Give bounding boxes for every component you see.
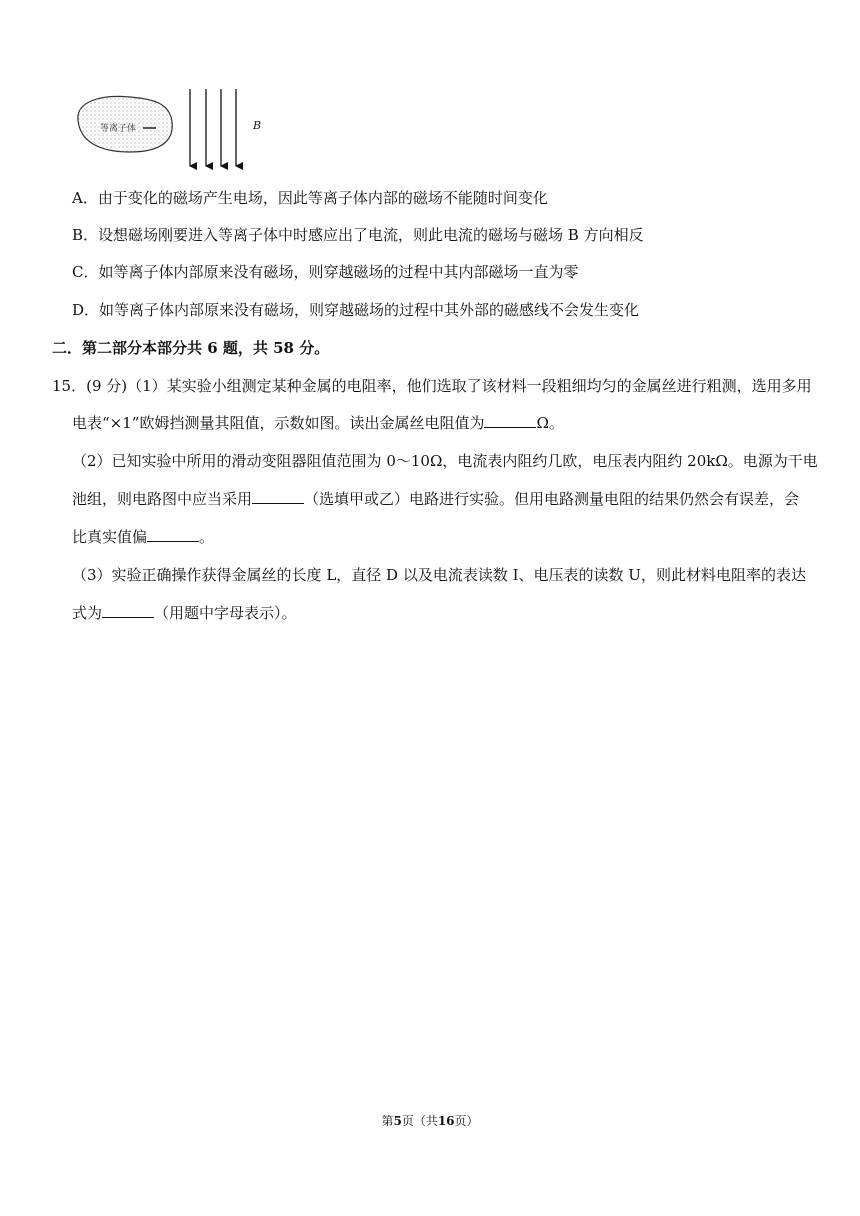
footer-suffix: 页） [454,1114,479,1128]
option-c [72,262,579,282]
unit-text: Ω。 [536,414,564,432]
section-heading: 二．第二部分本部分共 6 题，共 58 分。 [52,339,330,357]
part-1-text: （1）某实验小组测定某种金属的电阻率，他们选取了该材料一段粗细均匀的金属丝进行粗测，选用多用 [127,377,812,395]
option-text: 设想磁场刚要进入等离子体中时感应出了电流，则此电流的磁场与磁场 B 方向相反 [98,226,644,244]
answer-blank-error [147,527,199,542]
period: 。 [199,528,215,546]
option-letter: B． [72,226,99,244]
option-a [72,188,548,208]
option-text: 由于变化的磁场产生电场，因此等离子体内部的磁场不能随时间变化 [97,189,548,207]
question-15-line-4 [72,489,799,509]
footer-middle: 页（共 [401,1114,438,1128]
question-15-line-7 [72,603,297,623]
option-text: 如等离子体内部原来没有磁场，则穿越磁场的过程中其外部的磁感线不会发生变化 [99,301,640,319]
part-2-text-cont3: 比真实值偏 [72,528,148,546]
plasma-magnetic-field-figure [70,82,280,172]
question-15-line-5 [72,527,214,547]
question-15-line-6 [72,565,806,585]
footer-total-pages: 16 [437,1114,455,1128]
option-letter: A． [72,189,98,207]
option-letter: C． [72,263,99,281]
footer-prefix: 第 [381,1114,394,1128]
option-d [72,300,639,320]
part-3-text: （3）实验正确操作获得金属丝的长度 L，直径 D 以及电流表读数 I、电压表的读数 U，则此材料电阻率的表达 [72,566,806,584]
answer-blank-resistance [484,413,536,428]
question-number: 15． [52,377,87,395]
part-2-text-cont: 池组，则电路图中应当采用 [72,490,253,508]
answer-blank-circuit [252,489,304,504]
field-label: B [253,119,262,132]
question-15-line-1 [52,376,812,396]
answer-blank-expression [102,603,154,618]
question-15-line-3 [72,451,818,471]
plasma-label: 等离子体 [100,124,137,134]
option-text: 如等离子体内部原来没有磁场，则穿越磁场的过程中其内部磁场一直为零 [98,263,579,281]
question-points: (9 分) [86,377,128,395]
footer-page-number: 5 [393,1114,402,1128]
part-2-text-cont2: （选填甲或乙）电路进行实验。但用电路测量电阻的结果仍然会有误差，会 [304,490,800,508]
option-b [72,225,644,245]
part-3-text-cont: 式为 [72,604,103,622]
page-footer [0,1112,860,1129]
question-15-line-2 [72,413,564,433]
part-1-text-cont: 电表“×1”欧姆挡测量其阻值，示数如图。读出金属丝电阻值为 [72,414,485,432]
part-3-text-cont2: （用题中字母表示）。 [154,604,297,622]
part-2-text: （2）已知实验中所用的滑动变阻器阻值范围为 0～10Ω，电流表内阻约几欧，电压表内阻约 20kΩ。电源为干电 [72,452,818,470]
option-letter: D． [72,301,100,319]
